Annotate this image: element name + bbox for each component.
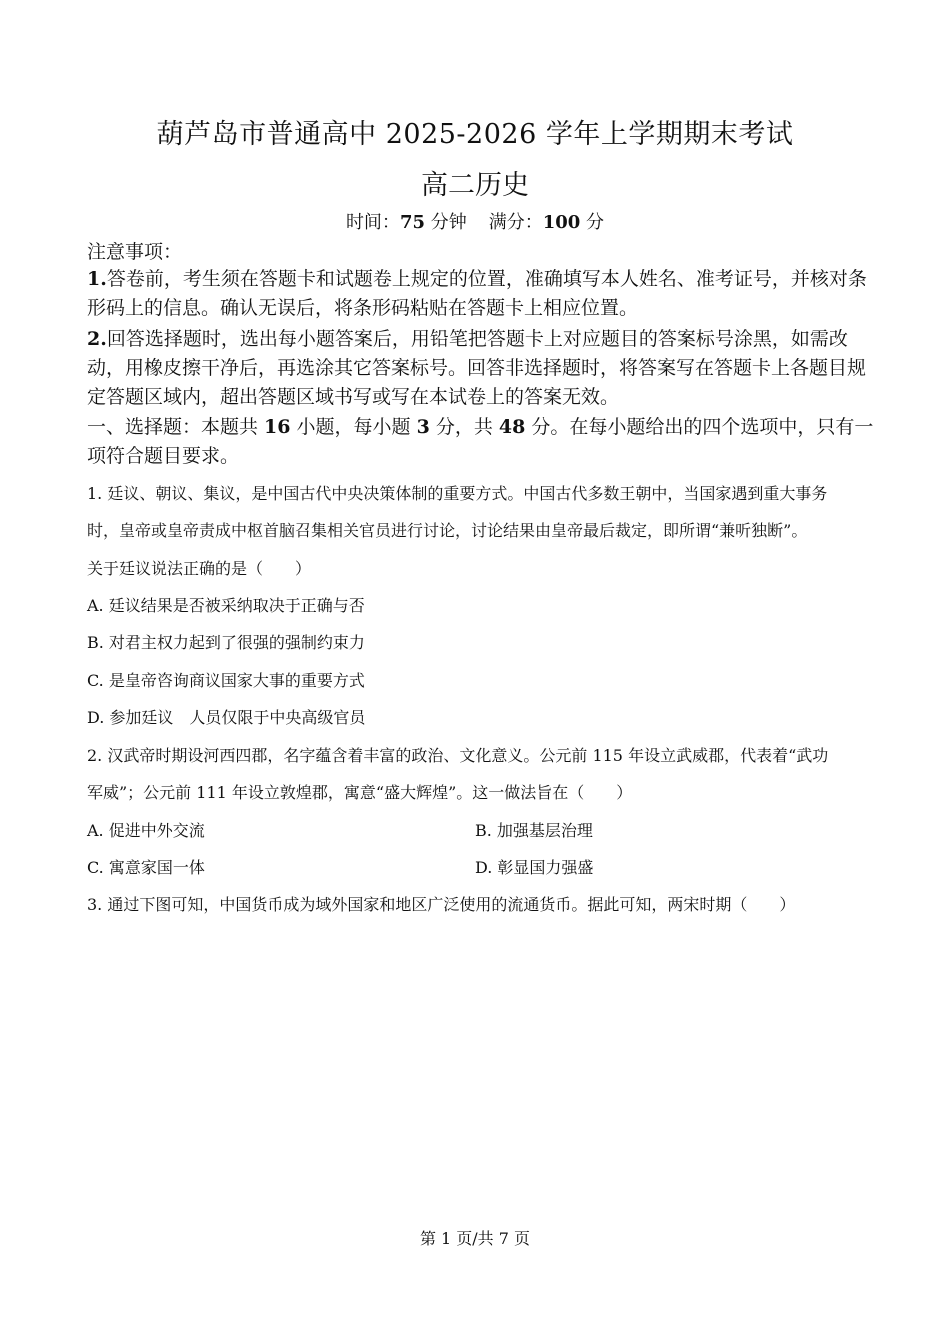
q1-line-2: 时，皇帝或皇帝责成中枢首脑召集相关官员进行讨论，讨论结果由皇帝最后裁定，即所谓“兼听独断”。 [87,521,808,540]
time-value: 75 [399,212,425,233]
q2-option-c: C. 寓意家国一体 [87,858,205,877]
exam-time-score [0,208,950,234]
score-unit: 分 [586,212,605,233]
q3-line-1: 3. 通过下图可知，中国货币成为域外国家和地区广泛使用的流通货币。据此可知，两宋时期（ ） [87,895,796,914]
q2-option-d: D. 彰显国力强盛 [475,858,594,877]
notice-item-2-number: 2. [87,328,107,350]
score-label: 满分： [488,212,543,233]
time-label: 时间： [345,212,400,233]
q2-line-2: 军威”；公元前 111 年设立敦煌郡，寓意“盛大辉煌”。这一做法旨在（ ） [87,783,633,802]
time-unit: 分钟 [430,212,467,233]
q1-option-b: B. 对君主权力起到了很强的强制约束力 [87,633,365,652]
section-per-score: 3 [416,416,430,438]
section-count: 16 [264,416,291,438]
q2-line-1: 2. 汉武帝时期设河西四郡，名字蕴含着丰富的政治、文化意义。公元前 115 年设立武威郡，代表着“武功 [87,746,829,765]
score-value: 100 [542,212,581,233]
notice-item-2-text: 回答选择题时，选出每小题答案后，用铅笔把答题卡上对应题目的答案标号涂黑，如需改动，用橡皮擦干净后，再选涂其它答案标号。回答非选择题时，将答案写在答题卡上各题目规定答题区域内，超出答题区域书写或写在本试卷上的答案无效。 [87,328,867,408]
q1-option-a: A. 廷议结果是否被采纳取决于正确与否 [87,596,365,615]
notice-item-1 [87,265,877,323]
q1-option-d: D. 参加廷议 人员仅限于中央高级官员 [87,708,366,727]
section-text-d: 分。在每小题给出的四个选项中，只有一项符合题目要求。 [87,416,874,467]
q2-option-a: A. 促进中外交流 [87,821,205,840]
page-footer: 第 1 页/共 7 页 [419,1229,531,1248]
section-text-c: 分，共 [429,416,499,438]
q1-line-3: 关于廷议说法正确的是（ ） [87,559,312,578]
section-text-a: 一、选择题：本题共 [87,416,265,438]
notice-item-2 [87,325,877,412]
section-text-b: 小题，每小题 [290,416,417,438]
section-instructions [87,413,877,471]
exam-subject: 高二历史 [421,170,529,201]
notices-heading: 注意事项： [87,241,183,263]
notice-item-1-number: 1. [87,268,107,290]
q1-line-1: 1. 廷议、朝议、集议，是中国古代中央决策体制的重要方式。中国古代多数王朝中，当国家遇到重大事务 [87,484,828,503]
q1-option-c: C. 是皇帝咨询商议国家大事的重要方式 [87,671,365,690]
q2-option-b: B. 加强基层治理 [475,821,593,840]
section-total: 48 [498,416,526,438]
notice-item-1-text: 答卷前，考生须在答题卡和试题卷上规定的位置，准确填写本人姓名、准考证号，并核对条形码上的信息。确认无误后，将条形码粘贴在答题卡上相应位置。 [87,268,867,319]
exam-title: 葫芦岛市普通高中 2025-2026 学年上学期期末考试 [156,119,794,150]
